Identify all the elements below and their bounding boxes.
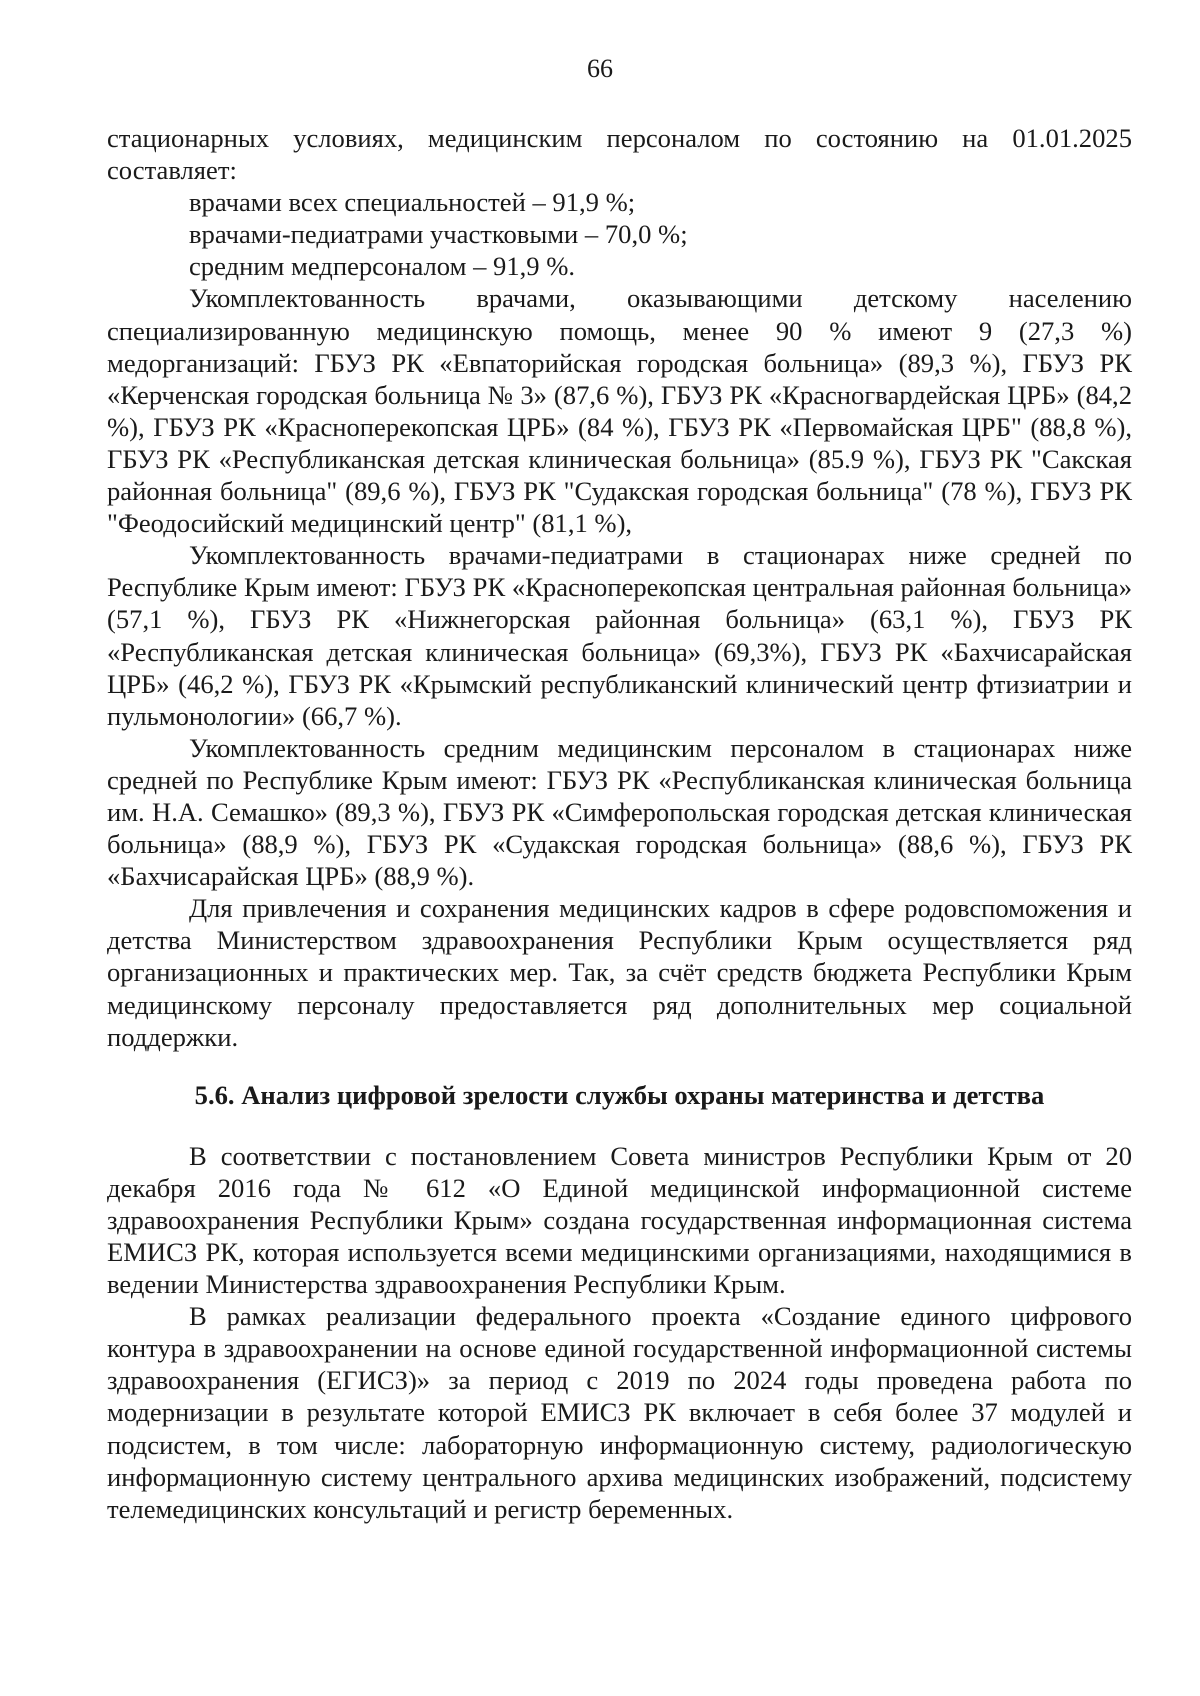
list-item: врачами-педиатрами участковыми – 70,0 %; <box>189 219 688 250</box>
list-item: средним медперсоналом – 91,9 %. <box>189 251 576 282</box>
paragraph-intro: стационарных условиях, медицинским персоналом по состоянию на 01.01.2025 составляет: <box>107 123 1132 186</box>
paragraph-nursing-staffing: Укомплектованность средним медицинским персоналом в стационарах ниже средней по Республике Крым имеют: ГБУЗ РК «Республиканская клиническая больница им. Н.А. Семашко» (89,3 %), ГБУЗ РК «Симферопольская городская детская клиническая больница» (88,9 %), ГБУЗ РК «Судакская городская больница» (88,6 %), ГБУЗ РК «Бахчисарайская ЦРБ» (88,9 %). <box>107 732 1132 892</box>
paragraph-specialized-staffing: Укомплектованность врачами, оказывающими детскому населению специализированную медицинскую помощь, менее 90 % имеют 9 (27,3 %) медорганизаций: ГБУЗ РК «Евпаторийская городская больница» (89,3 %), ГБУЗ РК «Керченская городская больница № 3» (87,6 %), ГБУЗ РК «Красногвардейская ЦРБ» (84,2 %), ГБУЗ РК «Красноперекопская ЦРБ» (84 %), ГБУЗ РК «Первомайская ЦРБ" (88,8 %), ГБУЗ РК «Республиканская детская клиническая больница» (85.9 %), ГБУЗ РК "Сакская районная больница" (89,6 %), ГБУЗ РК "Судакская городская больница" (78 %), ГБУЗ РК "Феодосийский медицинский центр" (81,1 %), <box>107 283 1132 539</box>
section-heading: 5.6. Анализ цифровой зрелости службы охраны материнства и детства <box>194 1079 1045 1110</box>
document-body <box>107 122 1132 1525</box>
paragraph-support-measures: Для привлечения и сохранения медицинских кадров в сфере родовспоможения и детства Министерством здравоохранения Республики Крым осуществляется ряд организационных и практических мер. Так, за счёт средств бюджета Республики Крым медицинскому персоналу предоставляется ряд дополнительных мер социальной поддержки. <box>107 893 1132 1052</box>
paragraph-egisz-project: В рамках реализации федерального проекта «Создание единого цифрового контура в здравоохранении на основе единой государственной информационной системы здравоохранения (ЕГИСЗ)» за период с 2019 по 2024 годы проведена работа по модернизации в результате которой ЕМИСЗ РК включает в себя более 37 модулей и подсистем, в том числе: лабораторную информационную систему, радиологическую информационную систему центрального архива медицинских изображений, подсистему телемедицинских консультаций и регистр беременных. <box>107 1301 1132 1524</box>
paragraph-emisz: В соответствии с постановлением Совета министров Республики Крым от 20 декабря 2016 года № 612 «О Единой медицинской информационной системе здравоохранения Республики Крым» создана государственная информационная система ЕМИСЗ РК, которая используется всеми медицинскими организациями, находящимися в ведении Министерства здравоохранения Республики Крым. <box>107 1140 1132 1300</box>
list-item: врачами всех специальностей – 91,9 %; <box>189 187 636 218</box>
staffing-list <box>107 186 1132 282</box>
page-number: 66 <box>587 54 613 83</box>
paragraph-pediatricians-staffing: Укомплектованность врачами-педиатрами в стационарах ниже средней по Республике Крым имеют: ГБУЗ РК «Красноперекопская центральная районная больница» (57,1 %), ГБУЗ РК «Нижнегорская районная больница» (63,1 %), ГБУЗ РК «Республиканская детская клиническая больница» (69,3%), ГБУЗ РК «Бахчисарайская ЦРБ» (46,2 %), ГБУЗ РК «Крымский республиканский клинический центр фтизиатрии и пульмонологии» (66,7 %). <box>107 540 1132 731</box>
